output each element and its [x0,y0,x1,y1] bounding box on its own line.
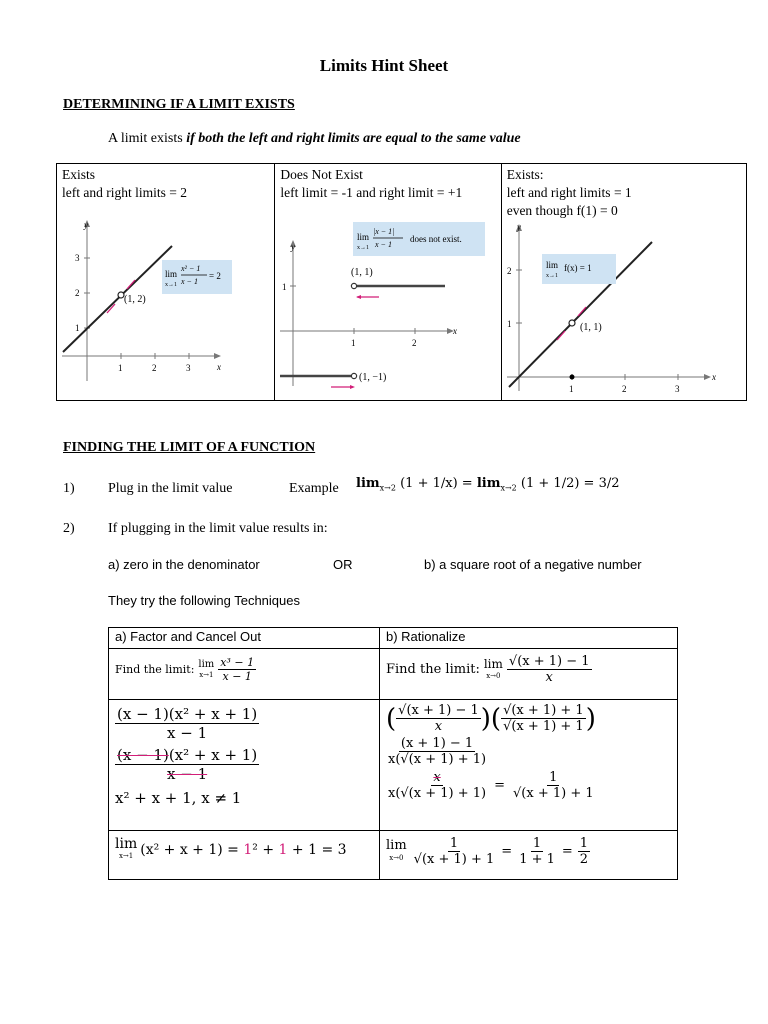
case-3-graph [502,216,746,400]
step-1-example: $\lim_{x\to 2} (1 + 1/x) = \lim_{x\to 2} (1 + 1/2) = 3/2$ [356,476,620,493]
step-1-text: Plug in the limit value [108,481,233,496]
point-label: (1, 2) [124,294,146,305]
case-exists-removable [501,164,746,401]
a-final-1: 1 [243,842,253,858]
a-final-lim: lim [115,836,138,852]
a-lim: lim [198,658,215,670]
example-expr-1: (1 + 1/x) [400,476,458,491]
y-axis-label: y [516,222,521,232]
case-3-line3: even though f(1) = 0 [506,203,618,218]
b-step1-a-num: √(x + 1) − 1 [398,703,479,718]
b-step1-b-den: √(x + 1) + 1 [503,719,584,734]
b-final-d2: 1 + 1 [519,852,555,867]
y-tick-3: 3 [75,253,80,263]
case-3-line1: Exists: [506,167,544,182]
a-denominator: x − 1 [222,670,252,683]
b-step2-num: (x + 1) − 1 [400,736,474,751]
a-sub: x→1 [199,670,214,679]
b-sub: x→0 [486,671,501,680]
intro-emphasis: if both the left and right limits are equal to the same value [186,131,521,146]
x-tick-1: 1 [351,338,356,348]
option-b: b) a square root of a negative number [424,557,642,572]
x-tick-2: 2 [152,363,157,373]
b-denominator: x [545,670,553,685]
a-steps-cell [109,700,380,831]
a-final-lhs: (x² + x + 1) = [140,842,244,858]
point-label: (1, 1) [579,322,602,333]
hint-sub: x→1 [357,245,370,251]
col-b-header: b) Rationalize [380,628,678,649]
y-tick-1: 1 [506,319,512,329]
example-expr-2: (1 + 1/2) [520,476,580,491]
intro-plain: A limit exists [108,131,187,146]
a-final-4: + 1 = 3 [287,842,347,858]
a-step2-num-cancel: (x − 1) [117,746,169,764]
example-sub-1: x→2 [379,483,396,493]
b-final-sub: x→0 [389,853,404,862]
b-final-n1: 1 [449,836,459,851]
y-tick-1: 1 [75,323,80,333]
x-tick-2: 2 [412,338,417,348]
open-point [569,320,575,326]
b-find-cell [380,649,678,700]
page-title: Limits Hint Sheet [319,56,449,75]
hint-result: f(x) = 1 [563,263,592,273]
case-exists [57,164,275,401]
b-final-n3: 1 [579,836,589,851]
case-dne [275,164,501,401]
hint-sub: x→1 [165,282,177,288]
x-tick-3: 3 [674,384,680,394]
b-step3-num: x [433,770,441,785]
b-step2-den: x(√(x + 1) + 1) [388,752,487,767]
example-lim-1: lim [356,476,380,491]
a-find-cell [109,649,380,700]
case-1-graph [57,216,274,400]
hint-lim: lim [357,232,370,242]
a-step3: x² + x + 1, x ≠ 1 [115,789,242,807]
hint-lim: lim [545,260,558,270]
y-axis-label: y [291,242,296,252]
a-final-sub: x→1 [118,852,134,860]
step-2-text: If plugging in the limit value results in: [108,521,328,536]
hint-lim: lim [165,269,178,279]
x-tick-3: 3 [186,363,191,373]
case-2-line2: left limit = -1 and right limit = +1 [280,185,463,200]
intro-sentence [108,131,521,147]
y-tick-1: 1 [282,282,287,292]
x-tick-1: 1 [568,384,574,394]
case-1-line1: Exists [62,167,96,182]
b-step3-rden: √(x + 1) + 1 [513,786,594,801]
hint-result: = 2 [209,271,221,281]
case-2-line1: Does Not Exist [280,167,363,182]
y-tick-2: 2 [75,288,80,298]
a-final-2: ² + [252,842,279,858]
try-text: They try the following Techniques [108,593,300,608]
case-2-graph [275,216,500,400]
option-a: a) zero in the denominator [108,557,260,572]
open-point-top [352,283,357,288]
example-sub-2: x→2 [500,483,517,493]
point-label-bottom: (1, −1) [359,372,387,383]
b-step1-a-den: x [434,719,443,734]
section-heading-exists: DETERMINING IF A LIMIT EXISTS [63,97,295,112]
a-step1-den: x − 1 [167,724,208,742]
x-tick-2: 2 [621,384,627,394]
col-a-header: a) Factor and Cancel Out [109,628,380,649]
hint-sub: x→1 [545,273,558,279]
b-step1-b-num: √(x + 1) + 1 [503,703,584,718]
step-1-number: 1) [63,481,75,496]
hint-denominator: x − 1 [375,240,393,249]
step-2-number: 2) [63,521,75,536]
b-final-lim: lim [386,837,407,853]
step-1-example-label: Example [289,481,339,496]
a-step2-den-cancel: x − 1 [167,765,208,783]
x-axis-label: x [453,326,458,336]
x-tick-1: 1 [118,363,123,373]
example-lim-2: lim [476,476,501,491]
b-final-cell: lim x→0 $\frac{1}{√(x + 1) + 1}$ = $\frac{1}{1 + 1}$ = $\frac{1}{2}$ [380,831,678,880]
b-numerator: √(x + 1) − 1 [508,654,590,669]
a-step2-num-rest: (x² + x + 1) [168,746,258,764]
b-steps-cell: ( $\frac{√(x + 1) - 1}{x}$ )( $\frac{√(x + 1) + 1}{√(x + 1) + 1}$ ) $\frac{(x + 1) - 1}{x(√(x + 1) + 1)}$ $\frac{x}{x(√(x + 1) + 1)}$ = $\frac{1}{√(x + 1) + 1}$ [380,700,678,831]
section-heading-finding: FINDING THE LIMIT OF A FUNCTION [63,440,316,455]
x-axis-arrow-icon [214,353,221,359]
b-step3-den: x(√(x + 1) + 1) [388,786,487,801]
b-step3-rnum: 1 [549,770,558,785]
option-or: OR [333,557,353,572]
case-1-line2: left and right limits = 2 [62,185,187,200]
hint-result: does not exist. [410,234,463,244]
x-axis-label: x [217,362,221,372]
b-lim: lim [483,656,503,671]
a-final-3: 1 [278,842,288,858]
a-find-label: Find the limit: [115,663,195,676]
example-result: 3/2 [598,476,620,491]
hint-denominator: x − 1 [181,277,198,286]
point-label-top: (1, 1) [351,267,374,278]
a-step1-num: (x − 1)(x² + x + 1) [117,705,258,723]
limit-cases-table [56,163,747,401]
y-tick-2: 2 [506,266,512,276]
case-3-line2: left and right limits = 1 [506,185,632,200]
filled-point [569,375,574,380]
hint-numerator: x² − 1 [181,264,201,273]
x-axis-arrow-icon [704,374,711,380]
a-final-cell [109,831,380,880]
b-final-d3: 2 [579,852,589,867]
y-axis-label: y [84,220,88,230]
b-find-label: Find the limit: [386,662,480,677]
techniques-table [108,627,678,880]
hint-numerator: |x − 1| [373,227,395,236]
b-final-n2: 1 [532,836,542,851]
b-final-d1: √(x + 1) + 1 [413,852,495,867]
left-approach-arrow-icon [557,331,565,340]
x-axis-label: x [711,372,716,382]
open-point-bottom [352,373,357,378]
a-numerator: x³ − 1 [220,656,255,669]
